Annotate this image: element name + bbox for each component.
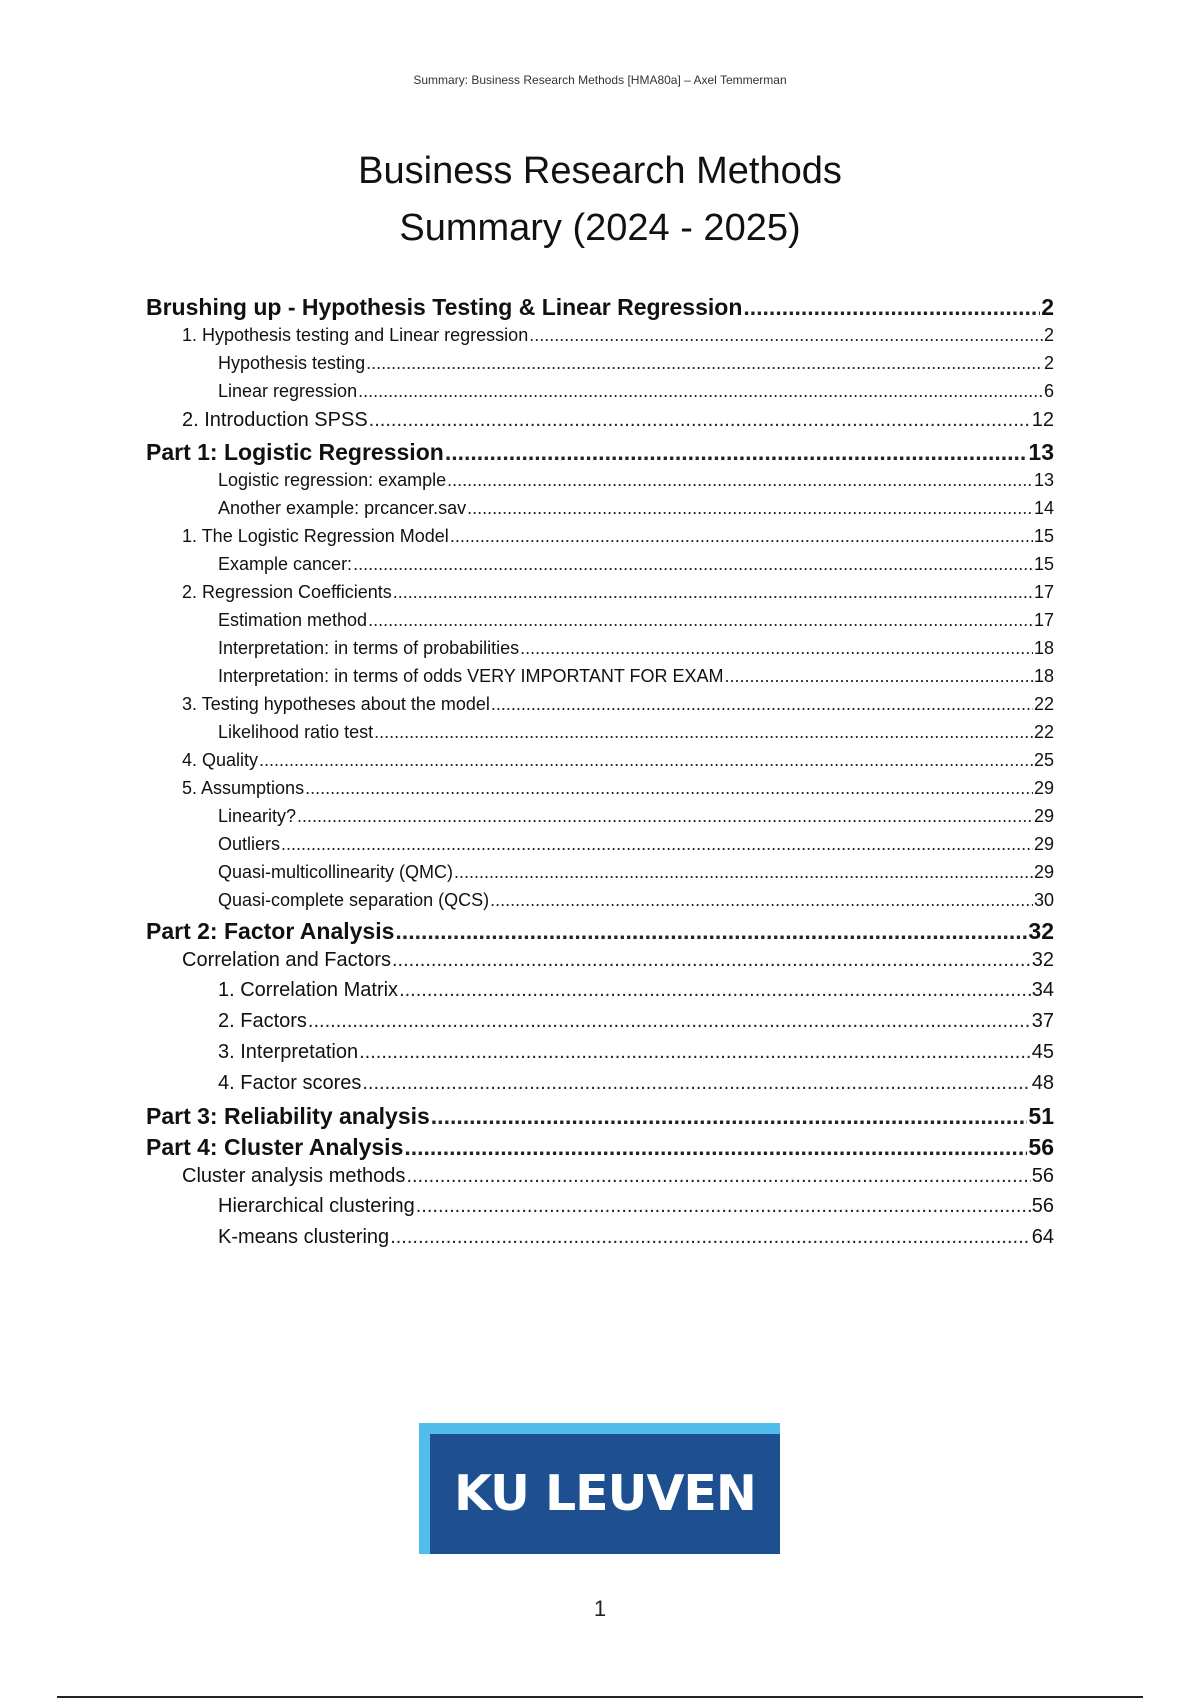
toc-entry[interactable]: [146, 666, 1054, 694]
toc-entry-label: 5. Assumptions: [182, 778, 305, 798]
toc-entry-page: 32: [1031, 949, 1054, 971]
toc-entry-label: Another example: prcancer.sav: [218, 498, 467, 518]
page-number: 1: [593, 1596, 607, 1621]
toc-entry-page: 12: [1031, 409, 1054, 431]
toc-entry[interactable]: [146, 834, 1054, 862]
toc-leader-dots: [366, 353, 1043, 374]
toc-entry-page: 14: [1033, 498, 1054, 518]
toc-entry-page: 6: [1043, 381, 1054, 401]
toc-entry[interactable]: [146, 890, 1054, 918]
table-of-contents: [146, 294, 1054, 1257]
toc-leader-dots: [491, 694, 1033, 715]
toc-entry-label: Hierarchical clustering: [218, 1195, 415, 1217]
toc-entry-page: 17: [1033, 582, 1054, 602]
toc-entry-label: Quasi-complete separation (QCS): [218, 890, 490, 910]
toc-entry[interactable]: [146, 498, 1054, 526]
toc-leader-dots: [359, 1041, 1031, 1064]
toc-entry-page: 56: [1031, 1165, 1054, 1187]
toc-entry-label: Cluster analysis methods: [182, 1165, 406, 1187]
toc-entry-label: Interpretation: in terms of probabilities: [218, 638, 520, 658]
toc-entry[interactable]: [146, 409, 1054, 439]
toc-leader-dots: [529, 325, 1043, 346]
toc-leader-dots: [467, 498, 1033, 519]
toc-entry-page: 34: [1031, 979, 1054, 1001]
toc-entry-page: 51: [1028, 1103, 1054, 1129]
toc-leader-dots: [395, 918, 1027, 945]
toc-entry-label: Part 1: Logistic Regression: [146, 439, 444, 465]
toc-entry-page: 17: [1033, 610, 1054, 630]
toc-entry-label: 1. The Logistic Regression Model: [182, 526, 449, 546]
toc-entry[interactable]: [146, 778, 1054, 806]
toc-leader-dots: [406, 1165, 1030, 1188]
toc-entry-page: 2: [1041, 294, 1054, 320]
toc-leader-dots: [520, 638, 1033, 659]
toc-leader-dots: [259, 750, 1033, 771]
toc-entry-label: 2. Regression Coefficients: [182, 582, 392, 602]
toc-entry[interactable]: [146, 722, 1054, 750]
toc-entry[interactable]: [146, 1165, 1054, 1195]
toc-leader-dots: [447, 470, 1033, 491]
toc-entry-page: 2: [1043, 353, 1054, 373]
toc-leader-dots: [393, 582, 1033, 603]
toc-entry-label: Logistic regression: example: [218, 470, 447, 490]
toc-entry-label: Interpretation: in terms of odds VERY IMPORTANT FOR EXAM: [218, 666, 724, 686]
toc-entry[interactable]: [146, 470, 1054, 498]
toc-entry[interactable]: [146, 554, 1054, 582]
toc-entry-page: 25: [1033, 750, 1054, 770]
toc-entry-page: 18: [1033, 666, 1054, 686]
toc-leader-dots: [369, 409, 1031, 432]
toc-entry-page: 2: [1043, 325, 1054, 345]
toc-leader-dots: [450, 526, 1033, 547]
toc-entry-page: 45: [1031, 1041, 1054, 1063]
logo-accent-stripe-left: [419, 1423, 430, 1554]
toc-entry-page: 29: [1033, 862, 1054, 882]
toc-entry[interactable]: [146, 1041, 1054, 1072]
toc-leader-dots: [308, 1010, 1031, 1033]
toc-entry-page: 64: [1031, 1226, 1054, 1248]
toc-entry-label: 4. Factor scores: [218, 1072, 362, 1094]
title-line-1: Business Research Methods: [358, 150, 842, 192]
toc-entry[interactable]: [146, 949, 1054, 979]
toc-leader-dots: [390, 1226, 1031, 1249]
toc-entry-page: 32: [1028, 918, 1054, 944]
toc-entry-label: 1. Correlation Matrix: [218, 979, 399, 1001]
toc-entry-label: 2. Introduction SPSS: [182, 409, 368, 431]
toc-leader-dots: [281, 834, 1033, 855]
toc-entry[interactable]: [146, 381, 1054, 409]
toc-entry-label: 4. Quality: [182, 750, 259, 770]
toc-entry[interactable]: [146, 638, 1054, 666]
toc-entry[interactable]: [146, 979, 1054, 1010]
toc-entry-page: 30: [1033, 890, 1054, 910]
logo-accent-stripe-top: [419, 1423, 780, 1434]
toc-entry-label: Quasi-multicollinearity (QMC): [218, 862, 454, 882]
toc-entry-label: 3. Testing hypotheses about the model: [182, 694, 490, 714]
toc-leader-dots: [374, 722, 1033, 743]
toc-entry-page: 29: [1033, 806, 1054, 826]
toc-entry-label: Example cancer:: [218, 554, 353, 574]
toc-entry-page: 22: [1033, 694, 1054, 714]
toc-entry[interactable]: [146, 610, 1054, 638]
toc-entry[interactable]: [146, 918, 1054, 949]
toc-leader-dots: [353, 554, 1033, 575]
toc-entry-label: Hypothesis testing: [218, 353, 366, 373]
toc-entry[interactable]: [146, 806, 1054, 834]
toc-leader-dots: [416, 1195, 1031, 1218]
toc-leader-dots: [725, 666, 1033, 687]
logo-text: KU LEUVEN: [454, 1465, 756, 1522]
toc-entry-page: 48: [1031, 1072, 1054, 1094]
toc-entry-label: K-means clustering: [218, 1226, 390, 1248]
toc-leader-dots: [431, 1103, 1028, 1130]
toc-entry[interactable]: [146, 750, 1054, 778]
toc-entry[interactable]: [146, 694, 1054, 722]
toc-entry-label: Likelihood ratio test: [218, 722, 374, 742]
toc-entry[interactable]: [146, 439, 1054, 470]
toc-entry[interactable]: [146, 1195, 1054, 1226]
toc-entry[interactable]: [146, 1134, 1054, 1165]
toc-entry-page: 13: [1028, 439, 1054, 465]
toc-entry-label: Outliers: [218, 834, 281, 854]
toc-entry[interactable]: [146, 325, 1054, 353]
footer-divider: [57, 1696, 1143, 1698]
toc-entry-label: Linear regression: [218, 381, 358, 401]
toc-entry[interactable]: [146, 294, 1054, 325]
toc-entry-label: 3. Interpretation: [218, 1041, 359, 1063]
toc-leader-dots: [392, 949, 1031, 972]
toc-entry-label: Part 2: Factor Analysis: [146, 918, 395, 944]
toc-leader-dots: [358, 381, 1043, 402]
toc-entry-page: 56: [1028, 1134, 1054, 1160]
toc-entry-label: Brushing up - Hypothesis Testing & Linear Regression: [146, 294, 743, 320]
toc-entry[interactable]: [146, 1010, 1054, 1041]
toc-entry-page: 15: [1033, 526, 1054, 546]
toc-entry-label: Part 4: Cluster Analysis: [146, 1134, 404, 1160]
toc-entry-label: Estimation method: [218, 610, 368, 630]
document-title: [0, 143, 1200, 257]
toc-entry[interactable]: [146, 353, 1054, 381]
toc-entry-page: 13: [1033, 470, 1054, 490]
toc-entry-page: 29: [1033, 778, 1054, 798]
ku-leuven-logo: [419, 1423, 780, 1554]
toc-entry[interactable]: [146, 526, 1054, 554]
toc-entry-page: 56: [1031, 1195, 1054, 1217]
toc-entry-page: 15: [1033, 554, 1054, 574]
toc-entry-label: 1. Hypothesis testing and Linear regression: [182, 325, 529, 345]
toc-entry-page: 29: [1033, 834, 1054, 854]
toc-leader-dots: [399, 979, 1031, 1002]
toc-entry-label: Correlation and Factors: [182, 949, 391, 971]
toc-entry-label: Part 3: Reliability analysis: [146, 1103, 430, 1129]
toc-entry-page: 37: [1031, 1010, 1054, 1032]
toc-leader-dots: [454, 862, 1033, 883]
toc-leader-dots: [362, 1072, 1030, 1095]
toc-leader-dots: [404, 1134, 1027, 1161]
toc-leader-dots: [305, 778, 1033, 799]
toc-leader-dots: [368, 610, 1033, 631]
toc-leader-dots: [743, 294, 1040, 321]
toc-entry-label: 2. Factors: [218, 1010, 307, 1032]
toc-leader-dots: [445, 439, 1028, 466]
toc-entry-label: Linearity?: [218, 806, 297, 826]
toc-entry-page: 22: [1033, 722, 1054, 742]
toc-entry-page: 18: [1033, 638, 1054, 658]
toc-leader-dots: [490, 890, 1033, 911]
toc-entry[interactable]: [146, 862, 1054, 890]
toc-entry[interactable]: [146, 1072, 1054, 1103]
toc-leader-dots: [297, 806, 1033, 827]
toc-entry[interactable]: [146, 582, 1054, 610]
title-line-2: Summary (2024 - 2025): [399, 207, 801, 249]
toc-entry[interactable]: [146, 1226, 1054, 1257]
toc-entry[interactable]: [146, 1103, 1054, 1134]
running-header: Summary: Business Research Methods [HMA80a] – Axel Temmerman: [413, 73, 787, 87]
